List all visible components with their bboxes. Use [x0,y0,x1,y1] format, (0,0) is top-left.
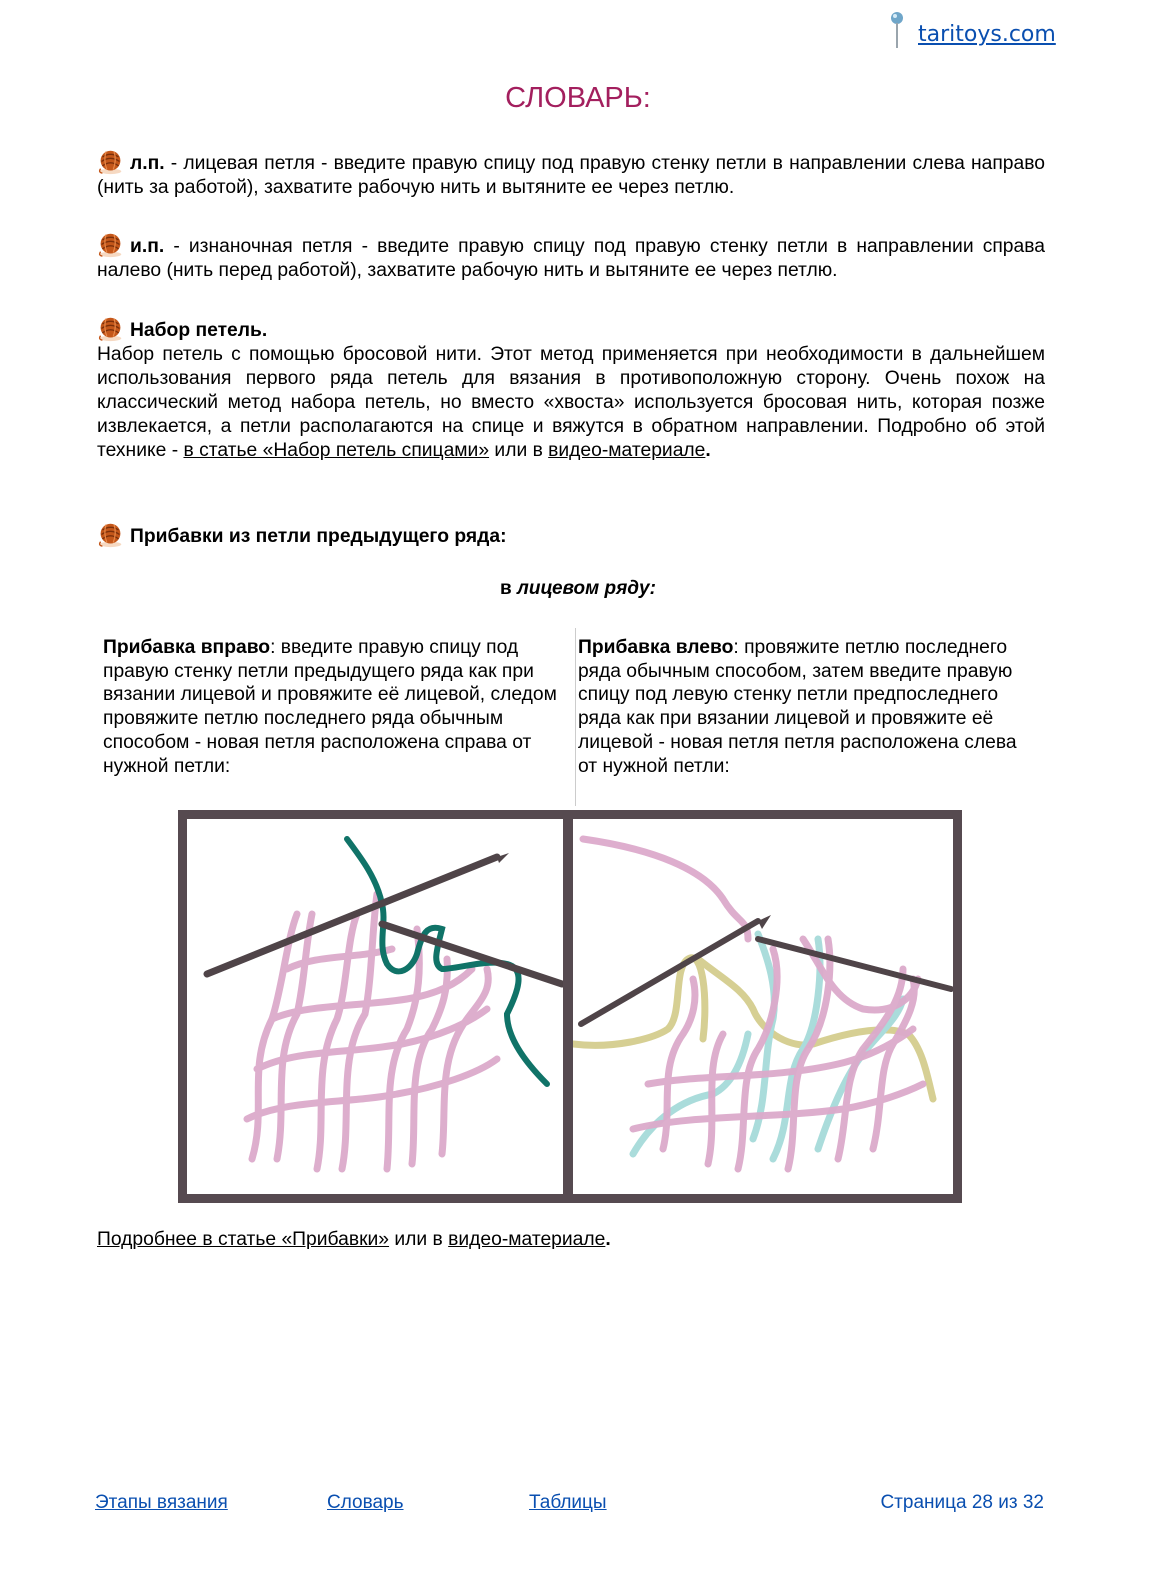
yarn-ball-icon [97,231,124,258]
increase-right-text: : введите правую спицу под правую стенку петли предыдущего ряда как при вязании лицевой и провяжите её лицевой, следом провяжите петлю последнего ряда обычным способом - новая петля расположена справа от нужной петли: [103,637,557,777]
increases-subheading [0,578,1156,600]
entry-term: и.п. [130,236,165,257]
entry-purl-stitch [97,231,1045,283]
knitting-left-increase-drawing [573,819,953,1194]
section-cast-on-heading [97,315,1045,343]
illustration-left-increase [573,819,953,1194]
footer-link-glossary[interactable]: Словарь [327,1492,404,1513]
subheading-prefix: в [500,578,518,599]
increases-video-link[interactable]: видео-материале [448,1229,606,1250]
footer-link-tables[interactable]: Таблицы [529,1492,607,1513]
entry-term: л.п. [130,153,165,174]
cast-on-video-link[interactable]: видео-материале [548,440,706,461]
knitting-needle-pin-icon [886,10,908,50]
page-number: Страница 28 из 32 [880,1492,1044,1513]
section-heading: Прибавки из петли предыдущего ряда: [130,526,507,547]
entry-text: - изнаночная петля - введите правую спицу под правую стенку петли в направлении справа налево (нить перед работой), захватите рабочую нить и вытяните ее через петлю. [97,236,1045,281]
more-info-line [97,1228,1045,1252]
footer-link-knitting-stages[interactable]: Этапы вязания [95,1492,228,1513]
more-connector: или в [389,1229,449,1250]
column-divider [575,628,576,806]
page-title: СЛОВАРЬ: [505,82,651,114]
section-cast-on-text [97,343,1045,463]
illustration-right-increase [187,819,563,1194]
increase-illustration [178,810,962,1203]
increase-left-description [578,636,1038,778]
cast-on-end: . [705,440,711,461]
increase-right-title: Прибавка вправо [103,637,271,658]
entry-knit-stitch [97,148,1045,200]
increase-left-title: Прибавка влево [578,637,734,658]
increases-article-link[interactable]: Подробнее в статье «Прибавки» [97,1229,390,1250]
yarn-ball-icon [97,148,124,175]
cast-on-article-link[interactable]: в статье «Набор петель спицами» [183,440,490,461]
section-increases-heading [97,521,1045,549]
yarn-ball-icon [97,315,124,342]
site-link[interactable]: taritoys.com [918,22,1056,47]
increase-left-text: : провяжите петлю последнего ряда обычным способом, затем введите правую спицу под левую стенку петли предпоследнего ряда как при вязании лицевой и провяжите её лицевой - новая петля петля расположена слева от нужной петли: [578,637,1017,777]
section-heading: Набор петель. [130,320,268,341]
site-logo[interactable] [880,8,1080,52]
increase-right-description [103,636,565,778]
entry-text: - лицевая петля - введите правую спицу под правую стенку петли в направлении слева направо (нить за работой), захватите рабочую нить и вытяните ее через петлю. [97,153,1045,198]
cast-on-description: Набор петель с помощью бросовой нити. Этот метод применяется при необходимости в дальнейшем использования первого ряда петель для вязания в противоположную сторону. Очень похож на классический метод набора петель, но вместо «хвоста» используется бросовая нить, которая позже извлекается, а петли располагаются на спице и вяжутся в обратном направлении. Подробно об этой технике - [97,344,1045,461]
subheading-italic: лицевом ряду: [517,578,656,599]
yarn-ball-icon [97,521,124,548]
more-end: . [605,1229,611,1250]
knitting-right-increase-drawing [187,819,563,1194]
cast-on-connector: или в [489,440,549,461]
